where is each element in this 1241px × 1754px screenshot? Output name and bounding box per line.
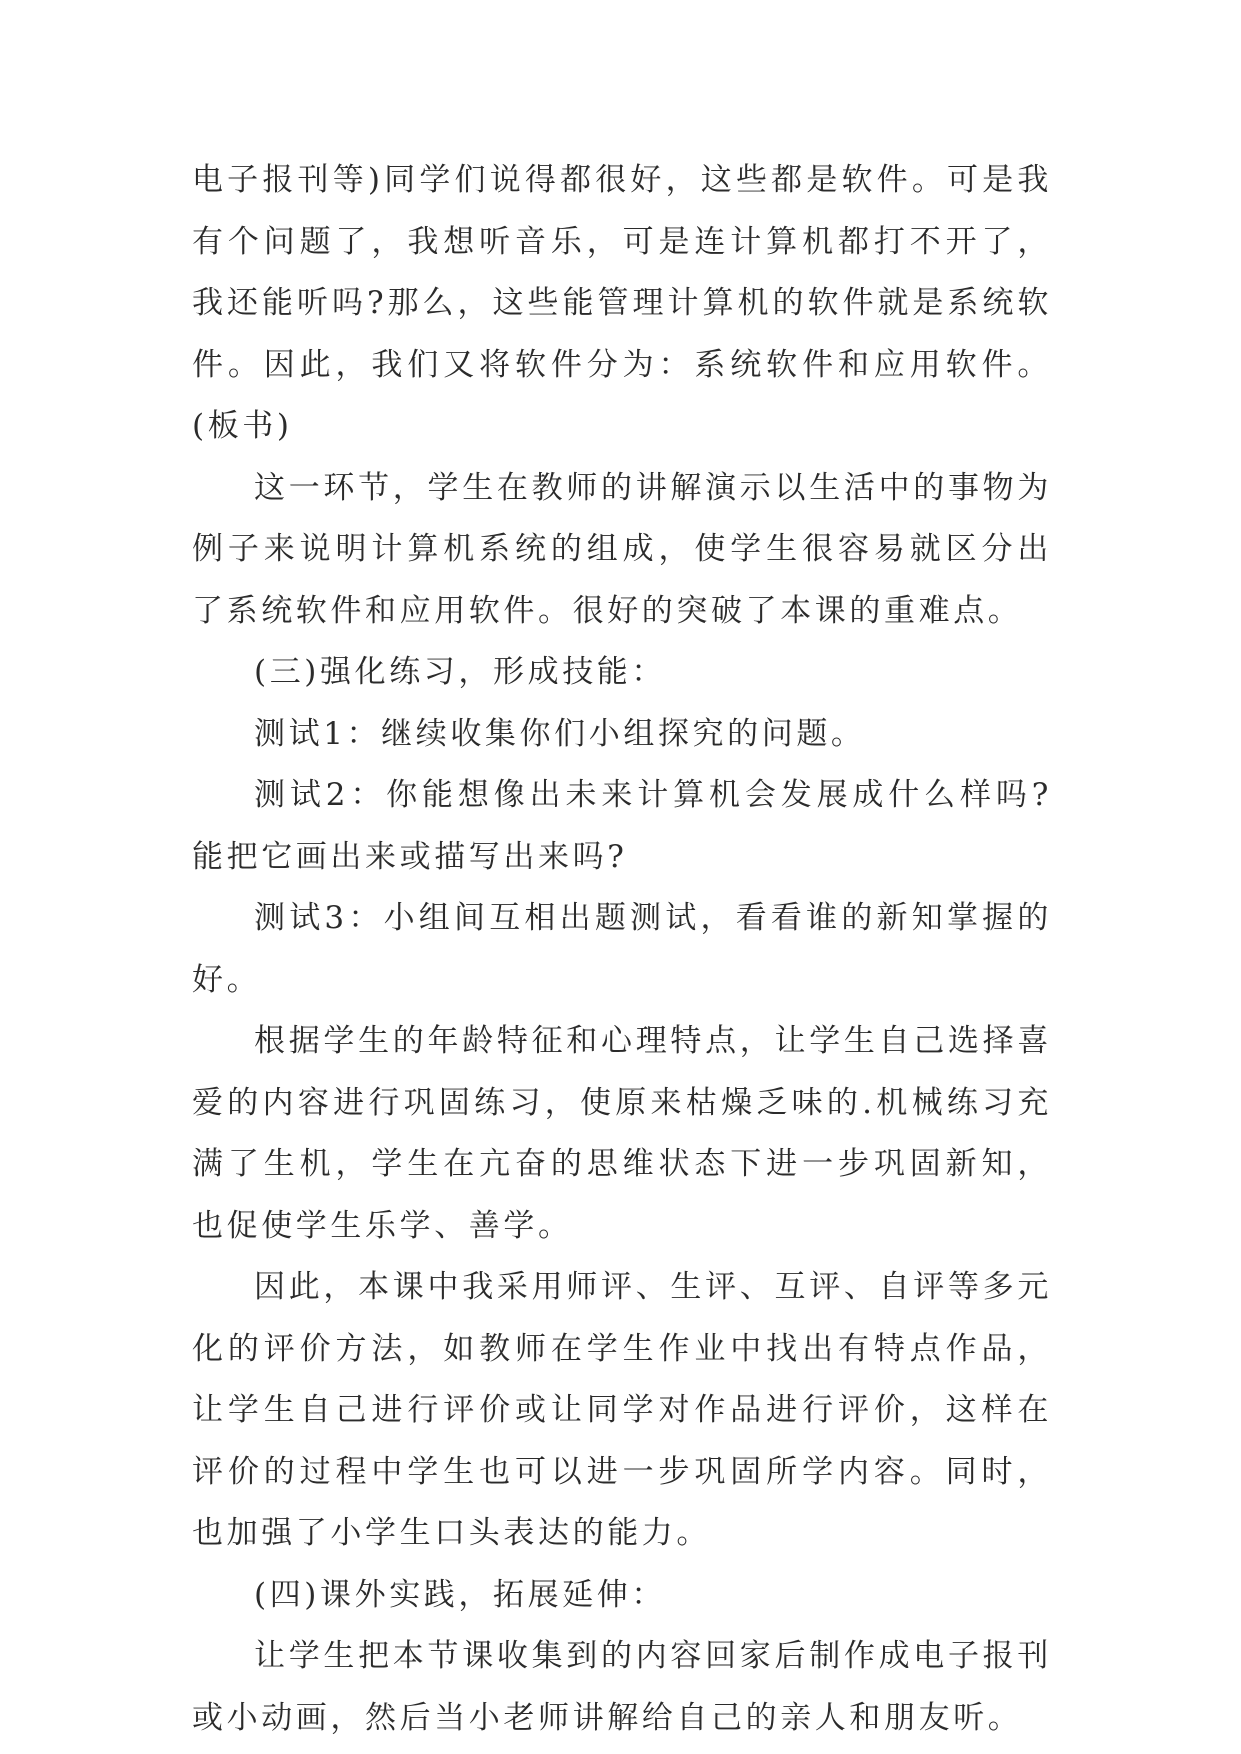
section-heading-practice: (三)强化练习，形成技能： xyxy=(254,654,666,690)
paragraph-evaluation: 因此，本课中我采用师评、生评、互评、自评等多元化的评价方法，如教师在学生作业中找出有特点作品，让学生自己进行评价或让同学对作品进行评价，这样在评价的过程中学生也可以进一步巩固所学内容。同时，也加强了小学生口头表达的能力。 xyxy=(192,1269,1052,1551)
paragraph-continuation: 电子报刊等)同学们说得都很好，这些都是软件。可是我有个问题了，我想听音乐，可是连计算机都打不开了，我还能听吗?那么，这些能管理计算机的软件就是系统软件。因此，我们又将软件分为：系统软件和应用软件。(板书) xyxy=(192,162,1052,444)
paragraph-analysis: 这一环节，学生在教师的讲解演示以生活中的事物为例子来说明计算机系统的组成，使学生很容易就区分出了系统软件和应用软件。很好的突破了本课的重难点。 xyxy=(192,469,1052,629)
paragraph-extension: 让学生把本节课收集到的内容回家后制作成电子报刊或小动画，然后当小老师讲解给自己的亲人和朋友听。 xyxy=(192,1638,1052,1736)
paragraph-practice-rationale: 根据学生的年龄特征和心理特点，让学生自己选择喜爱的内容进行巩固练习，使原来枯燥乏味的.机械练习充满了生机，学生在亢奋的思维状态下进一步巩固新知，也促使学生乐学、善学。 xyxy=(192,1023,1052,1244)
test-item-1: 测试1：继续收集你们小组探究的问题。 xyxy=(254,715,866,752)
section-heading-extension: (四)课外实践，拓展延伸： xyxy=(254,1576,666,1613)
test-item-3: 测试3：小组间互相出题测试，看看谁的新知掌握的好。 xyxy=(192,900,1052,998)
document-body xyxy=(192,150,1052,1749)
test-item-2: 测试2：你能想像出未来计算机会发展成什么样吗?能把它画出来或描写出来吗? xyxy=(192,777,1052,875)
